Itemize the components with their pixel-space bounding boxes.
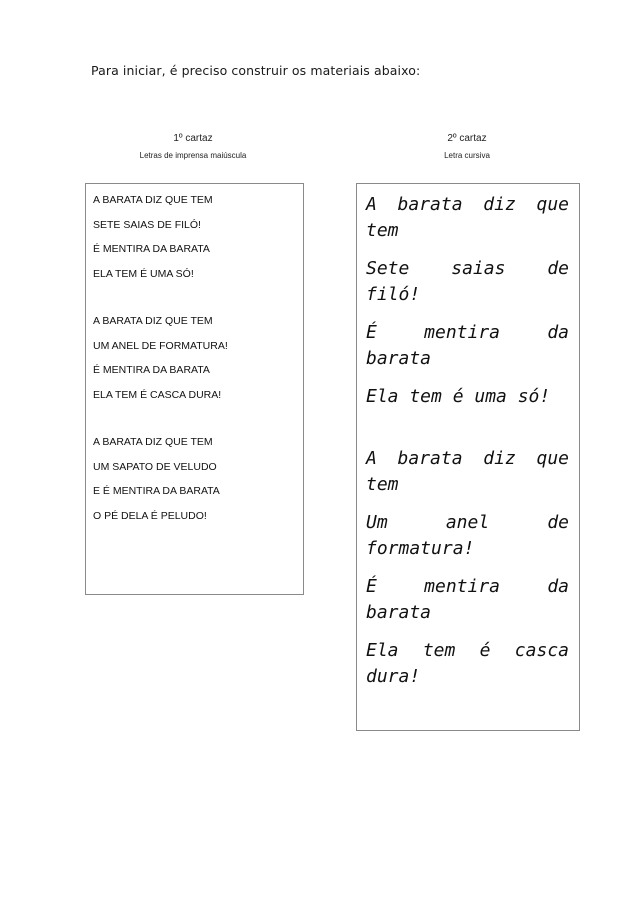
verse-line: A barata diz que tem — [366, 448, 569, 495]
poster-1-caption — [118, 133, 268, 161]
intro-text: Para iniciar, é preciso construir os materiais abaixo: — [91, 63, 421, 78]
verse-line: O PÉ DELA É PELUDO! — [93, 509, 207, 522]
verse-line: ELA TEM É UMA SÓ! — [93, 267, 194, 280]
verse-line: UM ANEL DE FORMATURA! — [93, 339, 228, 352]
poster-2-cursive-card — [356, 183, 580, 731]
verse-line: Um anel de formatura! — [366, 512, 569, 559]
verse-line: A BARATA DIZ QUE TEM — [93, 436, 213, 448]
poster-2-title: 2º cartaz — [447, 133, 487, 144]
verse-line: ELA TEM É CASCA DURA! — [93, 388, 222, 401]
stanza-1 — [366, 192, 569, 410]
poster-2-subtitle: Letra cursiva — [444, 151, 490, 160]
verse-line: Sete saias de filó! — [366, 258, 569, 305]
verse-line: A BARATA DIZ QUE TEM — [93, 315, 213, 327]
verse-line: A BARATA DIZ QUE TEM — [93, 194, 213, 206]
stanza-2 — [366, 446, 569, 690]
poster-1-subtitle: Letras de imprensa maiúscula — [139, 151, 247, 160]
verse-line: Ela tem é uma só! — [366, 386, 551, 407]
stanza-1 — [93, 194, 303, 292]
verse-line: É MENTIRA DA BARATA — [93, 364, 210, 376]
verse-line: SETE SAIAS DE FILÓ! — [93, 218, 201, 231]
poster-1-title: 1º cartaz — [173, 133, 213, 144]
stanza-3 — [93, 436, 303, 534]
stanza-2 — [93, 315, 303, 413]
verse-line: A barata diz que tem — [366, 194, 569, 241]
verse-line: É mentira da barata — [366, 576, 569, 623]
poster-1-uppercase-card — [85, 183, 304, 595]
verse-line: Ela tem é casca dura! — [366, 640, 569, 687]
verse-line: É MENTIRA DA BARATA — [93, 243, 210, 255]
verse-line: É mentira da barata — [366, 322, 569, 369]
verse-line: E É MENTIRA DA BARATA — [93, 485, 220, 497]
verse-line: UM SAPATO DE VELUDO — [93, 460, 217, 473]
poster-2-caption — [392, 133, 542, 161]
